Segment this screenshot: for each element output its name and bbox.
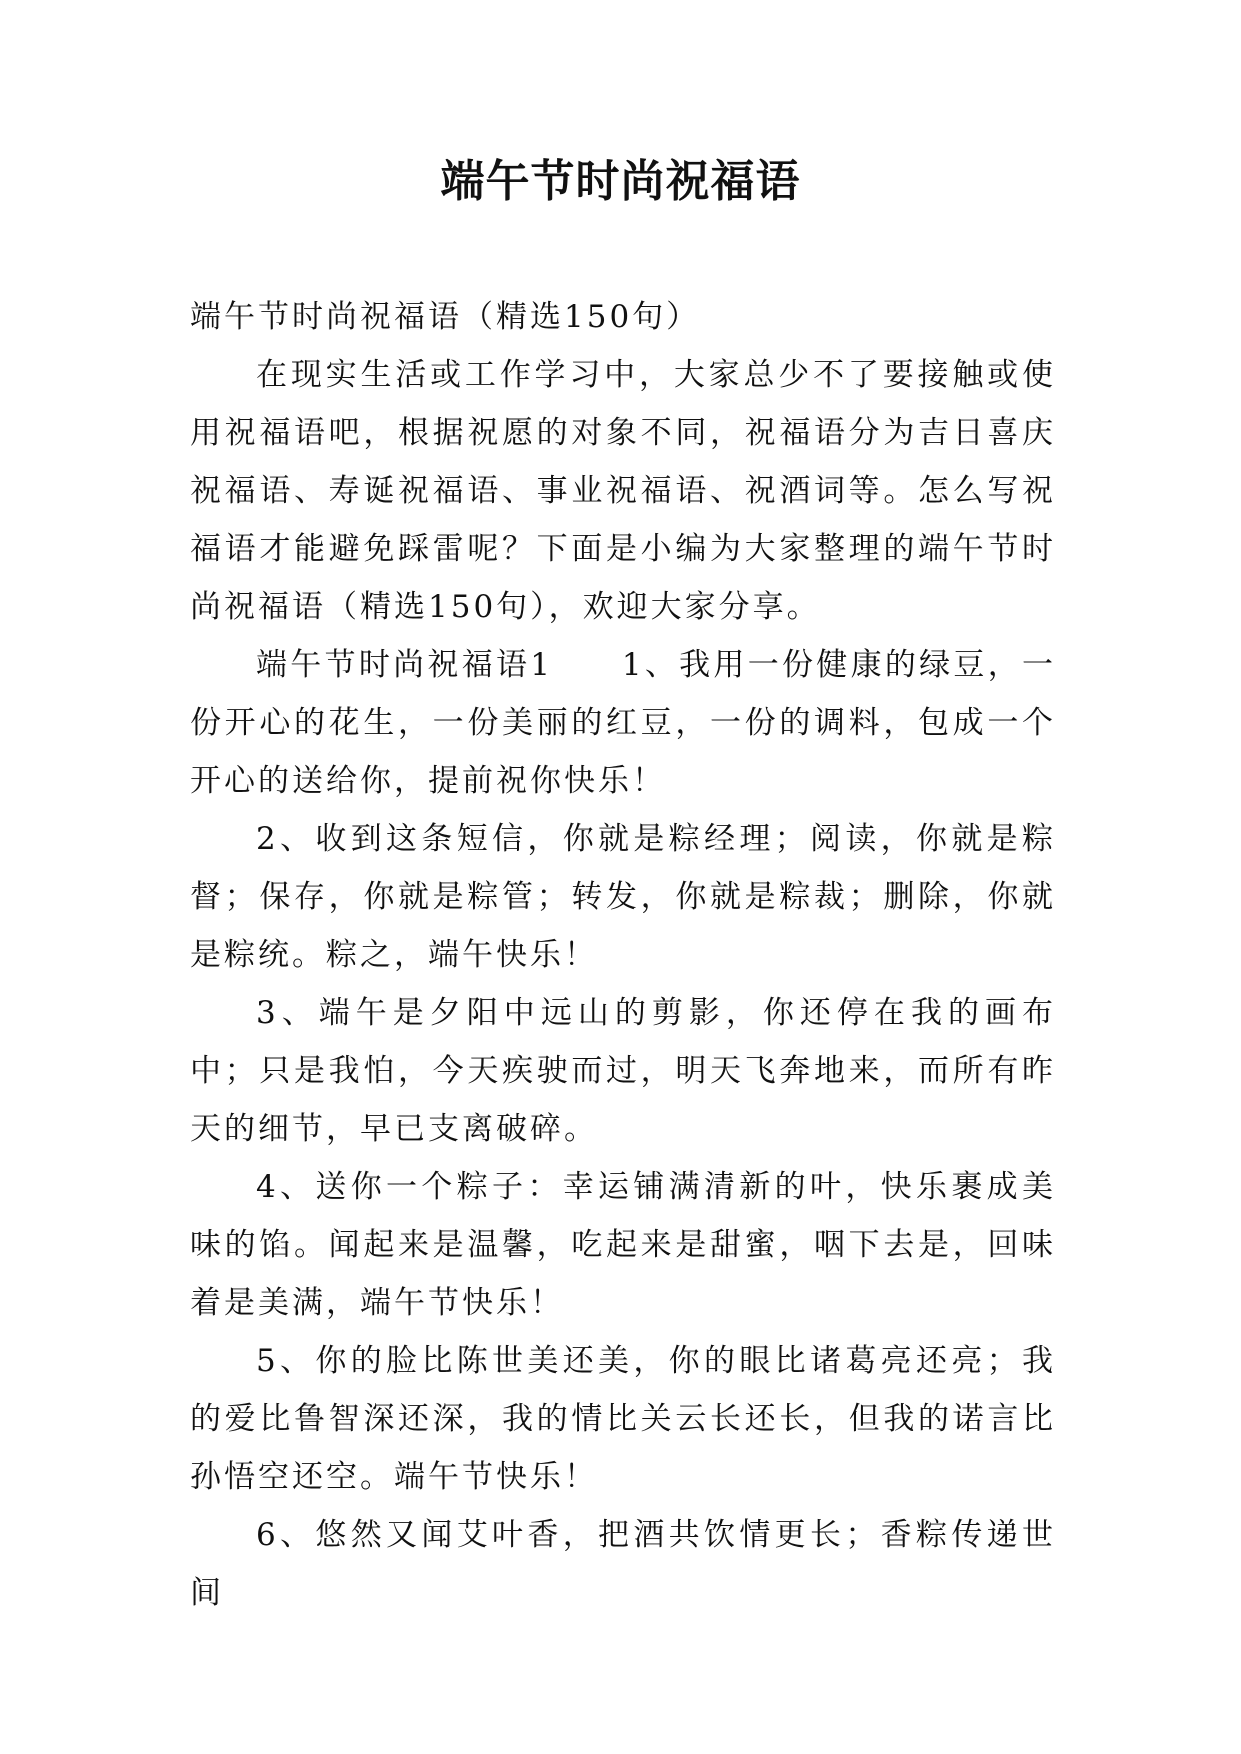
document-body [190, 288, 1056, 1622]
document-title: 端午节时尚祝福语 [440, 156, 801, 207]
greeting-paragraph: 6、悠然又闻艾叶香，把酒共饮情更长；香粽传递世间 [190, 1517, 1056, 1611]
intro-paragraph: 在现实生活或工作学习中，大家总少不了要接触或使用祝福语吧，根据祝愿的对象不同，祝福语分为吉日喜庆祝福语、寿诞祝福语、事业祝福语、祝酒词等。怎么写祝福语才能避免踩雷呢？下面是小编为大家整理的端午节时尚祝福语（精选150句），欢迎大家分享。 [190, 357, 1056, 625]
greeting-paragraph: 3、端午是夕阳中远山的剪影，你还停在我的画布中；只是我怕，今天疾驶而过，明天飞奔地来，而所有昨天的细节，早已支离破碎。 [190, 995, 1056, 1147]
greeting-paragraph: 2、收到这条短信，你就是粽经理；阅读，你就是粽督；保存，你就是粽管；转发，你就是粽裁；删除，你就是粽统。粽之，端午快乐！ [190, 821, 1056, 973]
greeting-paragraph: 5、你的脸比陈世美还美，你的眼比诸葛亮还亮；我的爱比鲁智深还深，我的情比关云长还长，但我的诺言比孙悟空还空。端午节快乐！ [190, 1343, 1056, 1495]
greeting-paragraph: 4、送你一个粽子：幸运铺满清新的叶，快乐裹成美味的馅。闻起来是温馨，吃起来是甜蜜，咽下去是，回味着是美满，端午节快乐！ [190, 1169, 1056, 1321]
greeting-paragraph: 端午节时尚祝福语1 1、我用一份健康的绿豆，一份开心的花生，一份美丽的红豆，一份的调料，包成一个开心的送给你，提前祝你快乐！ [190, 647, 1056, 799]
document-subtitle: 端午节时尚祝福语（精选150句） [190, 299, 701, 335]
